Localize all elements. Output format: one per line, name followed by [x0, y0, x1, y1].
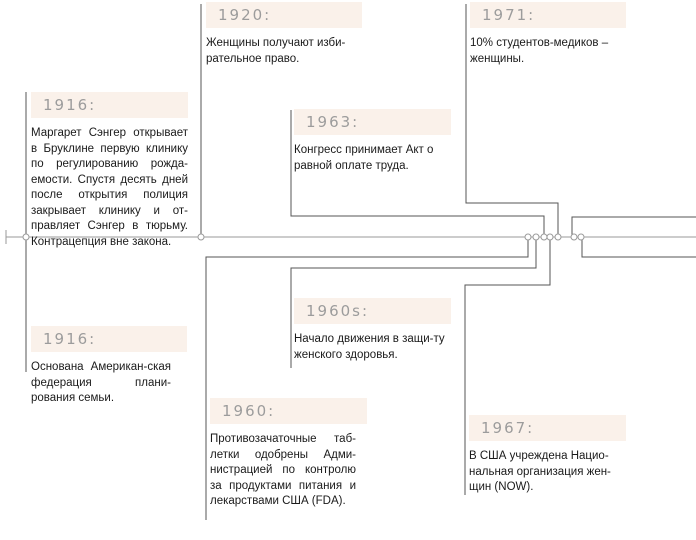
event-1960 [210, 398, 367, 510]
marker-right-lower [578, 234, 584, 240]
event-1960s [294, 298, 451, 363]
event-year: 1960: [210, 398, 367, 424]
event-description: Женщины получают изби-рательное право. [206, 37, 346, 65]
event-1916-clinic [31, 92, 188, 250]
marker-1971 [555, 234, 561, 240]
event-description: Противозачаточные таб-летки одобрены Адми-нистрацией по контролю за продуктами питания и лекарствами США (FDA). [210, 433, 356, 507]
event-1920 [206, 2, 362, 67]
event-1967 [469, 415, 626, 496]
event-description: 10% студентов-медиков – женщины. [470, 37, 609, 65]
event-year: 1916: [31, 326, 187, 352]
event-year: 1920: [206, 2, 362, 28]
event-1963 [294, 109, 451, 174]
marker-1960s [533, 234, 539, 240]
marker-right-upper [571, 234, 577, 240]
event-description: В США учреждена Нацио-нальная организация жен-щин (NOW). [469, 450, 611, 493]
marker-1963 [541, 234, 547, 240]
connector-right-lower [582, 237, 696, 257]
event-description: Конгресс принимает Акт о равной оплате труда. [294, 144, 434, 172]
event-description: Начало движения в защи-ту женского здоровья. [294, 333, 445, 361]
event-year: 1916: [31, 92, 188, 118]
event-year: 1960s: [294, 298, 451, 324]
event-year: 1971: [470, 2, 626, 28]
connector-right-upper [572, 217, 696, 237]
event-1916-federation [31, 326, 187, 407]
marker-1916 [23, 234, 29, 240]
marker-1920 [198, 234, 204, 240]
event-year: 1967: [469, 415, 626, 441]
event-1971 [470, 2, 626, 67]
event-year: 1963: [294, 109, 451, 135]
marker-1967 [547, 234, 553, 240]
marker-1960 [525, 234, 531, 240]
event-description: Маргарет Сэнгер открывает в Бруклине первую клинику по регулированию рожда-емости. Спустя десять дней после открытия полиция закрывает клинику и от-правляет Сэнгер в тюрьму. Контрацепция вне закона. [31, 127, 188, 248]
event-description: Основана Американ-ская федерация плани-рования семьи. [31, 361, 171, 404]
